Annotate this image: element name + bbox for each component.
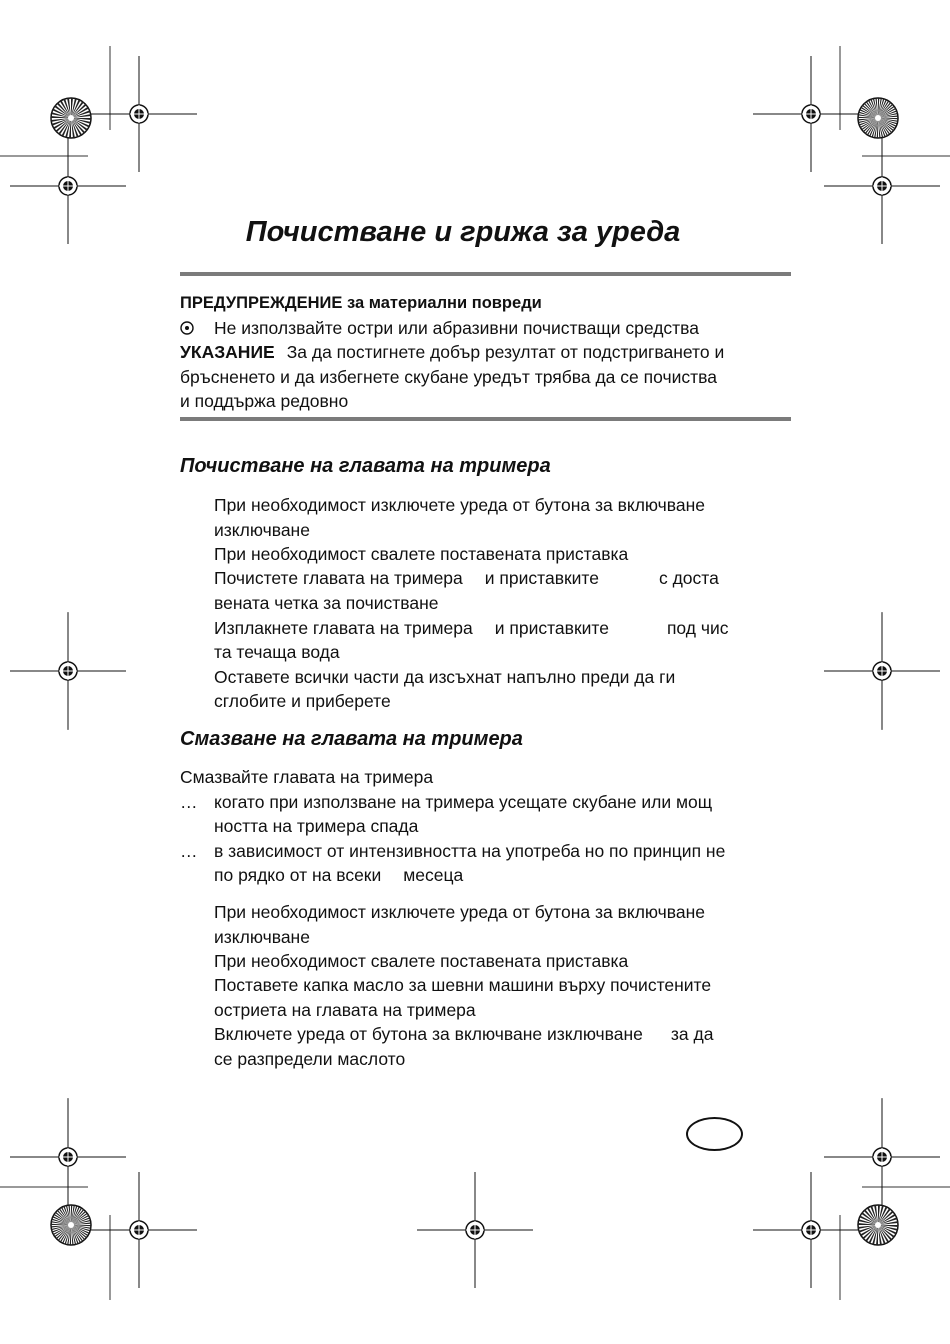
s1-line-4 bbox=[214, 566, 719, 591]
note-text-1: За да постигнете добър резултат от подстригването и bbox=[286, 342, 725, 362]
registration-crosshair-icon bbox=[81, 1172, 197, 1288]
s2-line-6 bbox=[214, 1022, 713, 1047]
s1-line-1: При необходимост изключете уреда от бутона за включване bbox=[214, 495, 706, 515]
s1-line-4b: и приставките bbox=[484, 568, 599, 588]
s1-line-2: изключване bbox=[214, 520, 310, 540]
warning-bullet-text: Не използвайте остри или абразивни почистващи средства bbox=[214, 318, 700, 338]
note-line-3: и поддържа редовно bbox=[180, 391, 349, 411]
s2-bullet-2-symbol: … bbox=[180, 841, 198, 861]
s2-bullet-2-line-2a: по рядко от на всеки bbox=[214, 865, 382, 885]
warning-heading-rest: за материални повреди bbox=[342, 294, 542, 312]
note-label: УКАЗАНИЕ bbox=[180, 342, 275, 362]
registration-crosshair-icon bbox=[824, 613, 940, 729]
registration-crosshair-icon bbox=[10, 1099, 126, 1215]
s1-line-4a: Почистете главата на тримера bbox=[214, 568, 463, 588]
s2-line-6a: Включете уреда от бутона за включване изключване bbox=[214, 1024, 643, 1044]
registration-crosshair-icon bbox=[10, 613, 126, 729]
s1-line-8: Оставете всички части да изсъхнат напълно преди да ги bbox=[214, 667, 676, 687]
s2-line-3: При необходимост свалете поставената приставка bbox=[214, 951, 629, 971]
page-title: Почистване и грижа за уреда bbox=[245, 216, 681, 248]
s2-intro: Смазвайте главата на тримера bbox=[180, 767, 434, 787]
section-heading-oiling: Смазване на главата на тримера bbox=[180, 728, 523, 750]
rule-bottom bbox=[180, 417, 791, 421]
warning-heading-bold: ПРЕДУПРЕЖДЕНИЕ bbox=[180, 294, 343, 312]
registration-crosshair-icon bbox=[824, 1099, 940, 1215]
note-line-1 bbox=[180, 340, 724, 365]
s2-line-5: остриета на главата на тримера bbox=[214, 1000, 476, 1020]
registration-crosshair-icon bbox=[753, 56, 869, 172]
s1-line-6a: Изплакнете главата на тримера bbox=[214, 618, 473, 638]
target-circle-icon bbox=[179, 320, 195, 336]
s2-bullet-2-line-1: в зависимост от интензивността на употреба но по принцип не bbox=[214, 841, 726, 861]
s2-bullet-1-line-2: ността на тримера спада bbox=[214, 816, 419, 836]
starburst-target-icon bbox=[858, 98, 898, 138]
s1-line-6 bbox=[214, 616, 728, 641]
s2-bullet-1-line-1: когато при използване на тримера усещате скубане или мощ bbox=[214, 792, 713, 812]
registration-crosshair-icon bbox=[417, 1172, 533, 1288]
s2-line-6b: за да bbox=[670, 1024, 714, 1044]
registration-crosshair-icon bbox=[753, 1172, 869, 1288]
s2-bullet-2-line-2b: месеца bbox=[403, 865, 464, 885]
s1-line-6c: под чис bbox=[666, 618, 729, 638]
s2-line-7: се разпредели маслото bbox=[214, 1049, 406, 1069]
oval-page-badge bbox=[686, 1117, 743, 1151]
s2-bullet-1-symbol: … bbox=[180, 792, 198, 812]
starburst-target-icon bbox=[51, 98, 91, 138]
s1-line-5: вената четка за почистване bbox=[214, 593, 439, 613]
registration-crosshair-icon bbox=[81, 56, 197, 172]
note-line-2: бръсненето и да избегнете скубане уредът трябва да се почиства bbox=[180, 367, 717, 387]
s1-line-9: сглобите и приберете bbox=[214, 691, 391, 711]
s2-line-4: Поставете капка масло за шевни машини върху почистените bbox=[214, 975, 712, 995]
warning-heading bbox=[180, 291, 542, 316]
s1-line-7: та течаща вода bbox=[214, 642, 340, 662]
s1-line-4c: с доста bbox=[658, 568, 719, 588]
rule-top bbox=[180, 272, 791, 276]
s1-line-6b: и приставките bbox=[494, 618, 609, 638]
starburst-target-icon bbox=[51, 1205, 91, 1245]
s2-line-2: изключване bbox=[214, 927, 310, 947]
s2-line-1: При необходимост изключете уреда от бутона за включване bbox=[214, 902, 706, 922]
section-heading-cleaning: Почистване на главата на тримера bbox=[180, 455, 551, 477]
s1-line-3: При необходимост свалете поставената приставка bbox=[214, 544, 629, 564]
s2-bullet-2-line-2 bbox=[214, 863, 463, 888]
starburst-target-icon bbox=[858, 1205, 898, 1245]
